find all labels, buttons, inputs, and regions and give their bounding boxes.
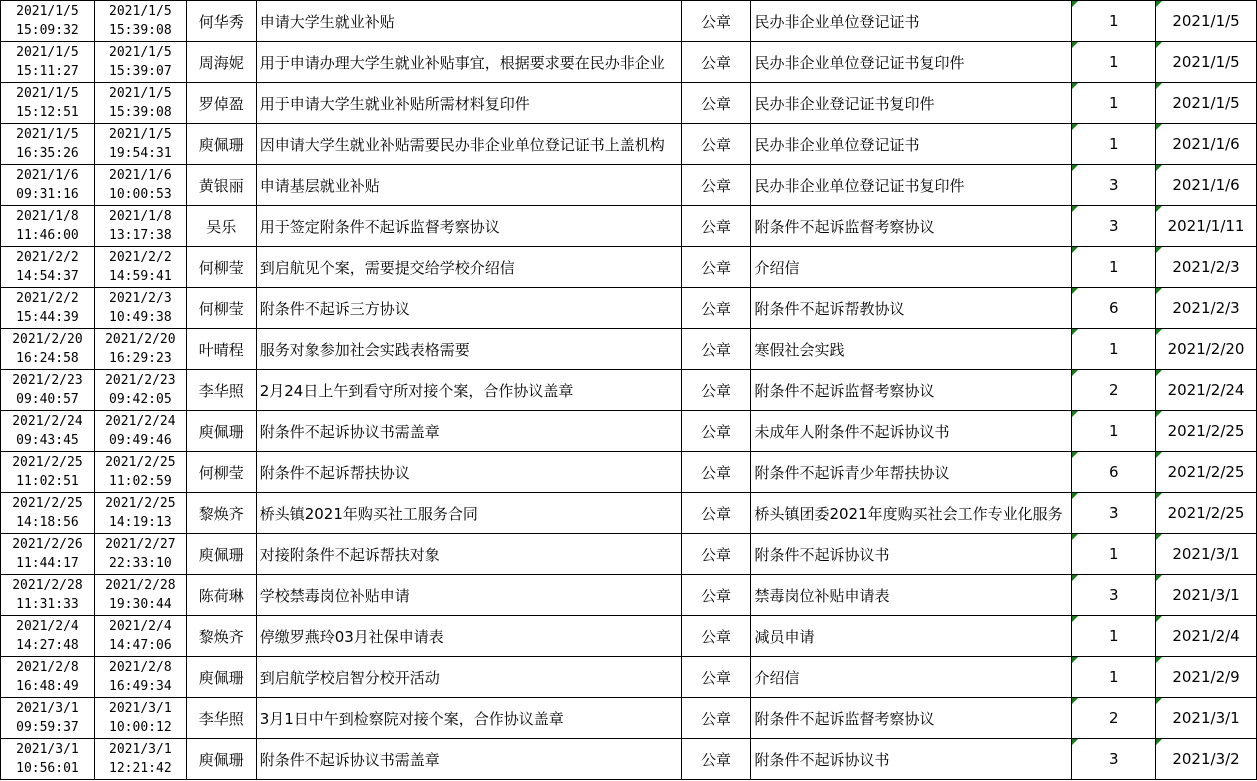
table-row [1,534,1257,575]
approve-datetime-cell[interactable] [94,42,186,83]
use-date-cell[interactable]: 2021/3/2 [1156,739,1257,780]
document-cell[interactable]: 民办非企业登记证书复印件 [751,83,1072,124]
approve-datetime-cell-time: 15:39:08 [109,105,172,120]
apply-datetime-cell-date: 2021/1/5 [16,127,79,142]
document-cell[interactable]: 减员申请 [751,616,1072,657]
purpose-cell[interactable]: 附条件不起诉帮扶协议 [256,452,681,493]
use-date-cell[interactable]: 2021/1/5 [1156,83,1257,124]
approve-datetime-cell-time: 16:49:34 [109,679,172,694]
table-row [1,575,1257,616]
apply-datetime-cell[interactable] [1,616,95,657]
document-cell[interactable]: 禁毒岗位补贴申请表 [751,575,1072,616]
apply-datetime-cell[interactable] [1,83,95,124]
apply-datetime-cell-date: 2021/1/5 [16,4,79,19]
apply-datetime-cell-time: 11:31:33 [16,597,79,612]
apply-datetime-cell[interactable] [1,575,95,616]
apply-datetime-cell-time: 16:35:26 [16,146,79,161]
approve-datetime-cell-time: 13:17:38 [109,228,172,243]
table-row [1,124,1257,165]
document-cell[interactable]: 寒假社会实践 [751,329,1072,370]
purpose-cell[interactable]: 学校禁毒岗位补贴申请 [256,575,681,616]
use-date-cell[interactable]: 2021/2/3 [1156,288,1257,329]
apply-datetime-cell-time: 15:11:27 [16,64,79,79]
seal-type-cell[interactable]: 公章 [681,616,751,657]
purpose-cell[interactable]: 附条件不起诉协议书需盖章 [256,411,681,452]
applicant-cell[interactable]: 何柳莹 [186,247,256,288]
approve-datetime-cell-time: 10:00:12 [109,720,172,735]
apply-datetime-cell-time: 14:54:37 [16,269,79,284]
apply-datetime-cell-time: 16:24:58 [16,351,79,366]
apply-datetime-cell-date: 2021/3/1 [16,742,79,757]
approve-datetime-cell[interactable] [94,493,186,534]
apply-datetime-cell[interactable] [1,411,95,452]
apply-datetime-cell-date: 2021/2/25 [12,455,83,470]
apply-datetime-cell[interactable] [1,1,95,42]
purpose-cell[interactable]: 申请大学生就业补贴 [256,1,681,42]
applicant-cell[interactable]: 何华秀 [186,1,256,42]
seal-type-cell[interactable]: 公章 [681,452,751,493]
purpose-cell[interactable]: 2月24日上午到看守所对接个案，合作协议盖章 [256,370,681,411]
document-cell[interactable]: 附条件不起诉协议书 [751,739,1072,780]
apply-datetime-cell-date: 2021/2/2 [16,291,79,306]
seal-type-cell[interactable]: 公章 [681,124,751,165]
copies-cell[interactable]: 3 [1072,165,1156,206]
apply-datetime-cell-date: 2021/2/23 [12,373,83,388]
document-cell[interactable]: 介绍信 [751,247,1072,288]
applicant-cell[interactable]: 李华照 [186,370,256,411]
apply-datetime-cell-date: 2021/2/25 [12,496,83,511]
document-cell[interactable]: 附条件不起诉青少年帮扶协议 [751,452,1072,493]
copies-cell[interactable]: 1 [1072,616,1156,657]
document-cell[interactable]: 民办非企业单位登记证书 [751,124,1072,165]
document-cell[interactable]: 民办非企业单位登记证书 [751,1,1072,42]
approve-datetime-cell[interactable] [94,575,186,616]
use-date-cell[interactable]: 2021/2/25 [1156,411,1257,452]
copies-cell[interactable]: 3 [1072,739,1156,780]
apply-datetime-cell-time: 15:12:51 [16,105,79,120]
applicant-cell[interactable]: 罗倬盈 [186,83,256,124]
approve-datetime-cell-date: 2021/2/4 [109,619,172,634]
approve-datetime-cell-time: 15:39:08 [109,23,172,38]
use-date-cell[interactable]: 2021/2/24 [1156,370,1257,411]
apply-datetime-cell-time: 15:44:39 [16,310,79,325]
purpose-cell[interactable]: 申请基层就业补贴 [256,165,681,206]
approve-datetime-cell-date: 2021/1/5 [109,127,172,142]
apply-datetime-cell-time: 11:44:17 [16,556,79,571]
table-row [1,83,1257,124]
applicant-cell[interactable]: 何柳莹 [186,452,256,493]
apply-datetime-cell[interactable] [1,165,95,206]
apply-datetime-cell-time: 10:56:01 [16,761,79,776]
table-body [1,1,1257,780]
copies-cell[interactable]: 1 [1072,329,1156,370]
apply-datetime-cell[interactable] [1,124,95,165]
applicant-cell[interactable]: 何柳莹 [186,288,256,329]
approve-datetime-cell[interactable] [94,124,186,165]
seal-type-cell[interactable]: 公章 [681,288,751,329]
apply-datetime-cell-time: 16:48:49 [16,679,79,694]
purpose-cell[interactable]: 用于签定附条件不起诉监督考察协议 [256,206,681,247]
apply-datetime-cell-date: 2021/1/5 [16,45,79,60]
apply-datetime-cell-time: 15:09:32 [16,23,79,38]
approve-datetime-cell[interactable] [94,370,186,411]
approve-datetime-cell[interactable] [94,452,186,493]
use-date-cell[interactable]: 2021/2/25 [1156,452,1257,493]
seal-type-cell[interactable]: 公章 [681,1,751,42]
use-date-cell[interactable]: 2021/1/6 [1156,165,1257,206]
seal-type-cell[interactable]: 公章 [681,42,751,83]
table-row [1,1,1257,42]
approve-datetime-cell-date: 2021/2/27 [105,537,176,552]
apply-datetime-cell-time: 11:46:00 [16,228,79,243]
purpose-cell[interactable]: 到启航见个案，需要提交给学校介绍信 [256,247,681,288]
apply-datetime-cell[interactable] [1,329,95,370]
approve-datetime-cell[interactable] [94,247,186,288]
document-cell[interactable]: 未成年人附条件不起诉协议书 [751,411,1072,452]
copies-cell[interactable]: 6 [1072,288,1156,329]
use-date-cell[interactable]: 2021/3/1 [1156,575,1257,616]
document-cell[interactable]: 附条件不起诉监督考察协议 [751,370,1072,411]
document-cell[interactable]: 民办非企业单位登记证书复印件 [751,42,1072,83]
copies-cell[interactable]: 1 [1072,42,1156,83]
seal-type-cell[interactable]: 公章 [681,247,751,288]
approve-datetime-cell-date: 2021/2/25 [105,455,176,470]
applicant-cell[interactable]: 庾佩珊 [186,657,256,698]
document-cell[interactable]: 介绍信 [751,657,1072,698]
table-row [1,493,1257,534]
seal-type-cell[interactable]: 公章 [681,534,751,575]
apply-datetime-cell[interactable] [1,247,95,288]
seal-type-cell[interactable]: 公章 [681,165,751,206]
seal-type-cell[interactable]: 公章 [681,83,751,124]
approve-datetime-cell-date: 2021/2/8 [109,660,172,675]
document-cell[interactable]: 附条件不起诉监督考察协议 [751,206,1072,247]
apply-datetime-cell[interactable] [1,370,95,411]
apply-datetime-cell-date: 2021/2/26 [12,537,83,552]
approve-datetime-cell[interactable] [94,698,186,739]
copies-cell[interactable]: 6 [1072,452,1156,493]
approve-datetime-cell[interactable] [94,616,186,657]
apply-datetime-cell-time: 14:18:56 [16,515,79,530]
table-row [1,698,1257,739]
copies-cell[interactable]: 1 [1072,1,1156,42]
apply-datetime-cell-date: 2021/2/8 [16,660,79,675]
apply-datetime-cell[interactable] [1,288,95,329]
approve-datetime-cell-date: 2021/1/8 [109,209,172,224]
use-date-cell[interactable]: 2021/2/20 [1156,329,1257,370]
apply-datetime-cell-time: 09:43:45 [16,433,79,448]
table-row [1,616,1257,657]
copies-cell[interactable]: 3 [1072,493,1156,534]
applicant-cell[interactable]: 庾佩珊 [186,534,256,575]
table-row [1,452,1257,493]
seal-type-cell[interactable]: 公章 [681,739,751,780]
applicant-cell[interactable]: 黄银丽 [186,165,256,206]
apply-datetime-cell-date: 2021/3/1 [16,701,79,716]
table-row [1,247,1257,288]
approve-datetime-cell-time: 22:33:10 [109,556,172,571]
seal-type-cell[interactable]: 公章 [681,493,751,534]
approve-datetime-cell-date: 2021/3/1 [109,701,172,716]
applicant-cell[interactable]: 庾佩珊 [186,411,256,452]
approve-datetime-cell-date: 2021/2/23 [105,373,176,388]
apply-datetime-cell-date: 2021/1/8 [16,209,79,224]
applicant-cell[interactable]: 吴乐 [186,206,256,247]
document-cell[interactable]: 桥头镇团委2021年度购买社会工作专业化服务 [751,493,1072,534]
approve-datetime-cell[interactable] [94,165,186,206]
copies-cell[interactable]: 1 [1072,534,1156,575]
purpose-cell[interactable]: 用于申请办理大学生就业补贴事宜，根据要求要在民办非企业 [256,42,681,83]
approve-datetime-cell-date: 2021/2/25 [105,496,176,511]
apply-datetime-cell-date: 2021/2/4 [16,619,79,634]
apply-datetime-cell-date: 2021/2/2 [16,250,79,265]
copies-cell[interactable]: 1 [1072,411,1156,452]
apply-datetime-cell[interactable] [1,657,95,698]
seal-type-cell[interactable]: 公章 [681,329,751,370]
seal-type-cell[interactable]: 公章 [681,575,751,616]
approve-datetime-cell-time: 12:21:42 [109,761,172,776]
apply-datetime-cell[interactable] [1,534,95,575]
applicant-cell[interactable]: 周海妮 [186,42,256,83]
approve-datetime-cell-date: 2021/1/6 [109,168,172,183]
use-date-cell[interactable]: 2021/1/11 [1156,206,1257,247]
copies-cell[interactable]: 1 [1072,124,1156,165]
table-row [1,165,1257,206]
applicant-cell[interactable]: 黎焕齐 [186,493,256,534]
apply-datetime-cell-date: 2021/2/24 [12,414,83,429]
apply-datetime-cell-time: 14:27:48 [16,638,79,653]
approve-datetime-cell-date: 2021/1/5 [109,45,172,60]
purpose-cell[interactable]: 附条件不起诉协议书需盖章 [256,739,681,780]
use-date-cell[interactable]: 2021/2/3 [1156,247,1257,288]
table-row [1,411,1257,452]
document-cell[interactable]: 民办非企业单位登记证书复印件 [751,165,1072,206]
copies-cell[interactable]: 2 [1072,370,1156,411]
table-row [1,288,1257,329]
use-date-cell[interactable]: 2021/1/5 [1156,1,1257,42]
approve-datetime-cell[interactable] [94,288,186,329]
apply-datetime-cell[interactable] [1,42,95,83]
approve-datetime-cell-date: 2021/1/5 [109,86,172,101]
purpose-cell[interactable]: 停缴罗燕玲03月社保申请表 [256,616,681,657]
table-row [1,657,1257,698]
approve-datetime-cell-date: 2021/2/2 [109,250,172,265]
approve-datetime-cell[interactable] [94,739,186,780]
purpose-cell[interactable]: 因申请大学生就业补贴需要民办非企业单位登记证书上盖机构 [256,124,681,165]
purpose-cell[interactable]: 3月1日中午到检察院对接个案，合作协议盖章 [256,698,681,739]
approve-datetime-cell-time: 19:54:31 [109,146,172,161]
apply-datetime-cell-date: 2021/2/20 [12,332,83,347]
seal-type-cell[interactable]: 公章 [681,370,751,411]
seal-type-cell[interactable]: 公章 [681,206,751,247]
approve-datetime-cell-date: 2021/2/20 [105,332,176,347]
apply-datetime-cell[interactable] [1,739,95,780]
table-row [1,329,1257,370]
applicant-cell[interactable]: 李华照 [186,698,256,739]
approve-datetime-cell[interactable] [94,534,186,575]
approve-datetime-cell-time: 19:30:44 [109,597,172,612]
approve-datetime-cell-time: 09:49:46 [109,433,172,448]
approve-datetime-cell-time: 09:42:05 [109,392,172,407]
copies-cell[interactable]: 1 [1072,83,1156,124]
apply-datetime-cell-time: 09:59:37 [16,720,79,735]
applicant-cell[interactable]: 叶晴程 [186,329,256,370]
use-date-cell[interactable]: 2021/1/6 [1156,124,1257,165]
applicant-cell[interactable]: 陈荷琳 [186,575,256,616]
use-date-cell[interactable]: 2021/2/4 [1156,616,1257,657]
approve-datetime-cell[interactable] [94,411,186,452]
copies-cell[interactable]: 1 [1072,657,1156,698]
approve-datetime-cell-date: 2021/1/5 [109,4,172,19]
approve-datetime-cell-date: 2021/2/28 [105,578,176,593]
table-row [1,370,1257,411]
applicant-cell[interactable]: 庾佩珊 [186,739,256,780]
table-row [1,206,1257,247]
purpose-cell[interactable]: 对接附条件不起诉帮扶对象 [256,534,681,575]
approve-datetime-cell[interactable] [94,206,186,247]
apply-datetime-cell-date: 2021/1/6 [16,168,79,183]
approve-datetime-cell-time: 10:00:53 [109,187,172,202]
copies-cell[interactable]: 3 [1072,575,1156,616]
approve-datetime-cell-time: 11:02:59 [109,474,172,489]
copies-cell[interactable]: 1 [1072,247,1156,288]
approve-datetime-cell-date: 2021/2/24 [105,414,176,429]
approve-datetime-cell-date: 2021/3/1 [109,742,172,757]
purpose-cell[interactable]: 附条件不起诉三方协议 [256,288,681,329]
approve-datetime-cell[interactable] [94,1,186,42]
seal-type-cell[interactable]: 公章 [681,657,751,698]
purpose-cell[interactable]: 到启航学校启智分校开活动 [256,657,681,698]
copies-cell[interactable]: 2 [1072,698,1156,739]
table-row [1,739,1257,780]
table-row [1,42,1257,83]
seal-type-cell[interactable]: 公章 [681,698,751,739]
apply-datetime-cell-date: 2021/1/5 [16,86,79,101]
apply-datetime-cell[interactable] [1,698,95,739]
applicant-cell[interactable]: 黎焕齐 [186,616,256,657]
approve-datetime-cell[interactable] [94,83,186,124]
apply-datetime-cell-time: 09:40:57 [16,392,79,407]
approve-datetime-cell-time: 14:19:13 [109,515,172,530]
document-cell[interactable]: 附条件不起诉帮教协议 [751,288,1072,329]
purpose-cell[interactable]: 用于申请大学生就业补贴所需材料复印件 [256,83,681,124]
apply-datetime-cell[interactable] [1,493,95,534]
apply-datetime-cell[interactable] [1,206,95,247]
approve-datetime-cell-date: 2021/2/3 [109,291,172,306]
purpose-cell[interactable]: 桥头镇2021年购买社工服务合同 [256,493,681,534]
use-date-cell[interactable]: 2021/3/1 [1156,534,1257,575]
approve-datetime-cell-time: 15:39:07 [109,64,172,79]
approve-datetime-cell-time: 14:59:41 [109,269,172,284]
apply-datetime-cell-date: 2021/2/28 [12,578,83,593]
applicant-cell[interactable]: 庾佩珊 [186,124,256,165]
seal-type-cell[interactable]: 公章 [681,411,751,452]
approve-datetime-cell-time: 16:29:23 [109,351,172,366]
use-date-cell[interactable]: 2021/2/25 [1156,493,1257,534]
approve-datetime-cell-time: 10:49:38 [109,310,172,325]
document-cell[interactable]: 附条件不起诉监督考察协议 [751,698,1072,739]
approve-datetime-cell-time: 14:47:06 [109,638,172,653]
use-date-cell[interactable]: 2021/1/5 [1156,42,1257,83]
purpose-cell[interactable]: 服务对象参加社会实践表格需要 [256,329,681,370]
use-date-cell[interactable]: 2021/3/1 [1156,698,1257,739]
apply-datetime-cell-time: 09:31:16 [16,187,79,202]
approve-datetime-cell[interactable] [94,329,186,370]
copies-cell[interactable]: 3 [1072,206,1156,247]
approve-datetime-cell[interactable] [94,657,186,698]
apply-datetime-cell-time: 11:02:51 [16,474,79,489]
use-date-cell[interactable]: 2021/2/9 [1156,657,1257,698]
apply-datetime-cell[interactable] [1,452,95,493]
document-cell[interactable]: 附条件不起诉协议书 [751,534,1072,575]
